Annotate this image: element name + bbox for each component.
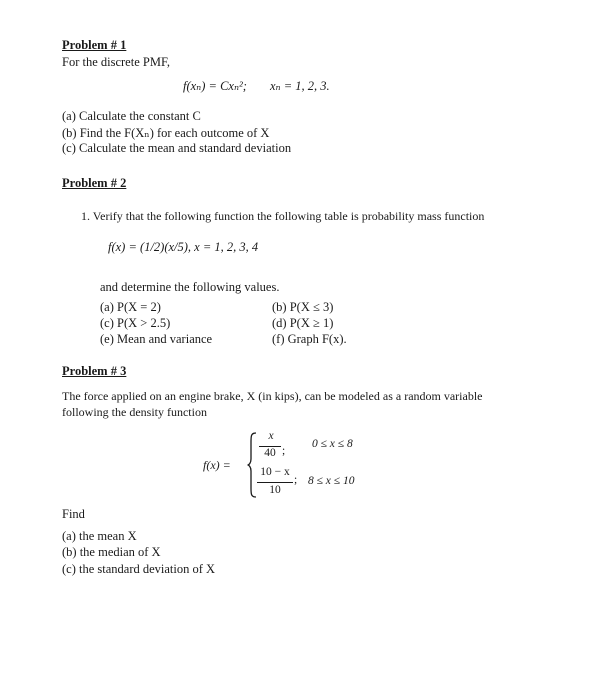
piece2-denominator: 10 <box>269 484 281 496</box>
problem1-intro: For the discrete PMF, <box>62 55 171 69</box>
problem3-item-a: (a) the mean X <box>62 529 137 543</box>
density-fx-label: f(x) = <box>203 458 231 472</box>
piece1-condition: 0 ≤ x ≤ 8 <box>312 438 353 450</box>
problem3-text-line1: The force applied on an engine brake, X (in kips), can be modeled as a random variable <box>62 389 483 403</box>
problem3-item-b: (b) the median of X <box>62 545 161 559</box>
piece1-separator: ; <box>282 445 286 457</box>
piece2-numerator: 10 − x <box>260 466 290 478</box>
piece2-fraction-bar <box>257 482 293 483</box>
problem3-text-line2: following the density function <box>62 405 207 419</box>
problem2-part-b: (b) P(X ≤ 3) <box>272 300 334 314</box>
problem3-item-c: (c) the standard deviation of X <box>62 562 216 576</box>
problem3-heading: Problem # 3 <box>62 364 127 378</box>
problem2-equation: f(x) = (1/2)(x/5), x = 1, 2, 3, 4 <box>108 240 259 254</box>
problem1-domain: xₙ = 1, 2, 3. <box>270 79 330 93</box>
problem1-item-b: (b) Find the F(Xₙ) for each outcome of X <box>62 126 270 140</box>
problem2-part-e: (e) Mean and variance <box>100 332 213 346</box>
problem2-part-d: (d) P(X ≥ 1) <box>272 316 334 330</box>
left-brace-icon <box>247 432 257 498</box>
piece2-condition: 8 ≤ x ≤ 10 <box>308 475 355 487</box>
problem1-item-c: (c) Calculate the mean and standard deviation <box>62 141 292 155</box>
problem2-part-f: (f) Graph F(x). <box>272 332 347 346</box>
problem2-heading: Problem # 2 <box>62 176 127 190</box>
problem2-determine: and determine the following values. <box>100 280 280 294</box>
problem2-part-a: (a) P(X = 2) <box>100 300 161 314</box>
problem2-part-c: (c) P(X > 2.5) <box>100 316 171 330</box>
problem3-find: Find <box>62 507 85 521</box>
problem1-heading: Problem # 1 <box>62 38 127 52</box>
problem1-item-a: (a) Calculate the constant C <box>62 109 201 123</box>
piece1-denominator: 40 <box>264 447 276 459</box>
piece2-separator: ; <box>294 474 298 486</box>
problem1-equation: f(xₙ) = Cxₙ²; <box>183 79 247 93</box>
problem2-statement: 1. Verify that the following function the following table is probability mass function <box>81 209 485 223</box>
piece1-numerator: x <box>268 430 274 442</box>
